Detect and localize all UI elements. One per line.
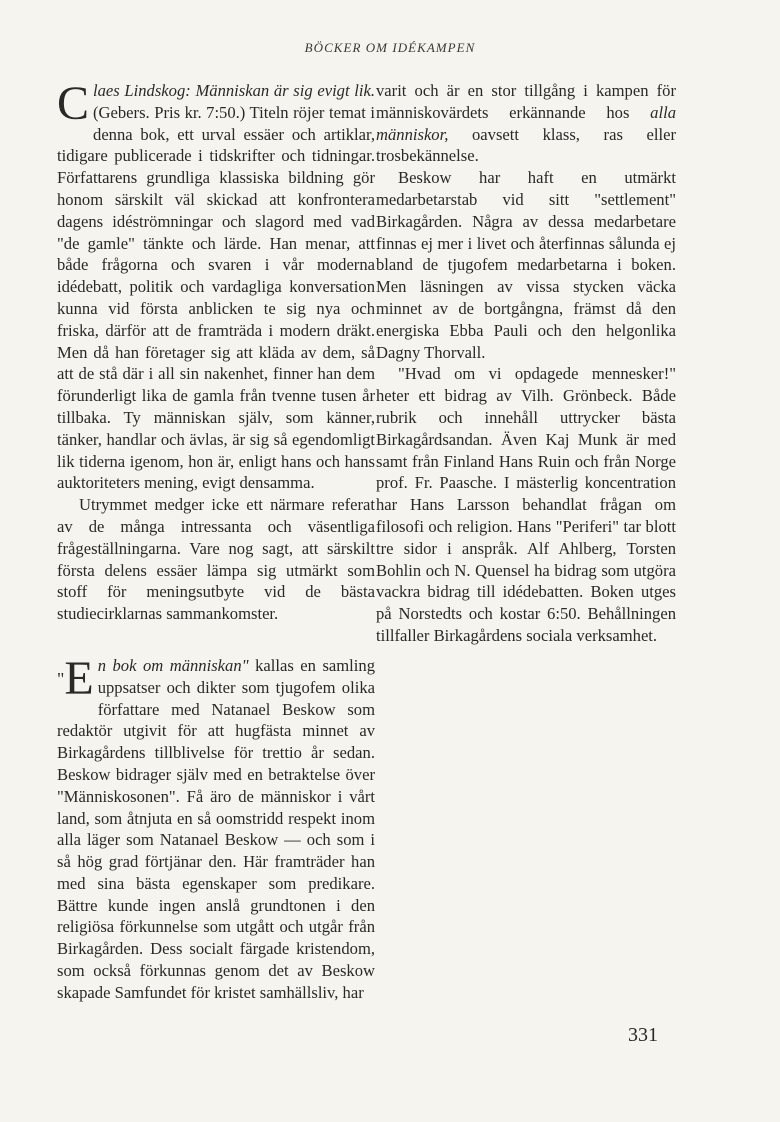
review1-body: Titeln röjer temat i denna bok, ett urval essäer och artiklar, tidigare publicerade i tidskrifter och tidningar. Författarens grundliga klassiska bildning gör honom särskilt väl skickad att konfrontera dagens idéströmningar och slagord med vad "de gamle" tänkte och lärde. Han menar, att både frågorna och svaren i vår moderna idédebatt, politik och vardagliga konversation kunna vid första anblicken te sig nya och friska, därför att de framträda i modern dräkt. Men då han företager sig att kläda av dem, så att de stå där i all sin nakenhet, finner han dem förunderligt lika de gamla från tvenne tusen år tillbaka. Ty människan själv, som känner, tänker, handlar och ävlas, är sig så egendomligt lik tiderna igenom, hon är, enligt hans och hans auktoriteters mening, evigt densamma. (57, 102, 375, 493)
running-head: BÖCKER OM IDÉKAMPEN (304, 40, 476, 55)
review2-body-continued: varit och är en stor tillgång i kampen för människovärdets erkännande hos (376, 81, 676, 122)
review1-paragraph-1 (57, 77, 375, 494)
review2-emphasis: alla människor, (376, 102, 676, 144)
review2-paragraph-1-continued (376, 80, 676, 167)
review2-paragraph-1 (57, 651, 375, 1004)
review1-publisher: (Gebers. Pris kr. 7:50.) (93, 102, 246, 122)
review1-title: laes Lindskog: Människan är sig evigt lik. (93, 81, 375, 100)
review2-paragraph-2: Beskow har haft en utmärkt medarbetarstab vid sitt "settlement" Birkagården. Några av dessa medarbetare finnas ej mer i livet och återfinnas sålunda ej bland de tjugofem medarbetarna i boken. Men läsningen av vissa stycken väcka minnet av de bortgångna, främst då den energiska Ebba Pauli och den helgonlika Dagny Thorvall. (376, 168, 676, 362)
review2-title: n bok om människan" (97, 655, 249, 675)
review2-body-start: kallas en samling uppsatser och dikter som tjugofem olika författare med Natanael Beskow som redaktör utgivit för att hugfästa minnet av Birkagårdens tillblivelse för trettio år sedan. Beskow bidrager själv med en betraktelse över "Människosonen". Få äro de människor i vårt land, som åtnjuta en så oomstridd respekt inom alla läger som Natanael Beskow — och som i så hög grad förtjänar den. Här framträder han med sina bästa egenskaper som predikare. Bättre kunde ingen anslå grundtonen i den religiösa förkunnelse som utgått och utgår från Birkagården. Dess socialt färgade kristendom, som också förkunnas genom det av Beskow skapade Samfundet för kristet samhällsliv, har (57, 655, 375, 1002)
left-column (57, 77, 375, 1004)
review1-paragraph-2: Utrymmet medger icke ett närmare referat av de många intressanta och väsentliga frågeställningarna. Vare nog sagt, att särskilt första delens essäer lämpa sig utmärkt som stoff för meningsutbyte vid de bästa studiecirklarnas sammankomster. (57, 495, 375, 624)
page-number: 331 (628, 1024, 658, 1046)
open-quote: " (57, 668, 65, 689)
right-column (376, 80, 676, 647)
review2-paragraph-3: "Hvad om vi opdagede mennesker!" heter ett bidrag av Vilh. Grönbeck. Både rubrik och innehåll uttrycker bästa Birkagårdsandan. Även Kaj Munk är med samt från Finland Hans Ruin och från Norge prof. Fr. Paasche. I mästerlig koncentration har Hans Larsson behandlat frågan om filosofi och religion. Hans "Periferi" tar blott tre sidor i anspråk. Alf Ahlberg, Torsten Bohlin och N. Quensel ha bidrag som utgöra vackra bidrag till idédebatten. Boken utges på Norstedts och kostar 6:50. Behållningen tillfaller Birkagårdens sociala verksamhet. (376, 364, 676, 645)
review2-body-end: oavsett klass, ras eller trosbekännelse. (376, 124, 676, 166)
dropcap-e (57, 651, 94, 705)
dropcap-c: C (57, 77, 90, 130)
dropcap-e-letter: E (64, 651, 94, 705)
